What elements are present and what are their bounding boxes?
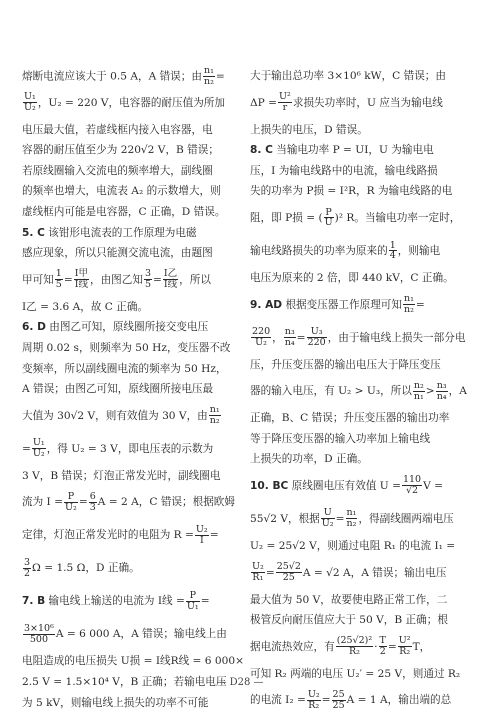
text-line: 电阻造成的电压损失 U损 = I线R线 = 6 000× bbox=[22, 655, 245, 668]
text-line: 据电流热效应，有 $\frac{\text{(25√2)²}}{\text{R₂}}$ · $\frac{T}{2}$ = $\frac{\text{U²}}{\text{R₂}}$ T， bbox=[250, 635, 431, 658]
text-line: 容器的耐压值至少为 220√2 V，B 错误； bbox=[22, 144, 219, 157]
text-line: U₂ = 25√2 V，则通过电阻 R₁ 的电流 I₁ = bbox=[250, 539, 456, 552]
text-line: I乙 = 3.6 A，故 C 正确。 bbox=[22, 300, 149, 313]
text-line: 55√2 V，根据 $\frac{U}{\text{U₂}}$ = $\frac{\text{n₁}}{\text{n₂}}$ ，得副线圈两端电压 bbox=[250, 507, 454, 530]
right-column bbox=[250, 66, 465, 717]
text-line: 定律，灯泡正常发光时的电阻为 R = $\frac{\text{U₂}}{I}$ = bbox=[22, 523, 219, 546]
text-line: $\frac{\text{U₂}}{\text{R₁}}$ = $\frac{25√2}{25}$ A = √2 A，A 错误；输出电压 bbox=[252, 561, 447, 584]
text-line: $\frac{220}{\text{U₂}}$ ， $\frac{\text{n₃}}{\text{n₄}}$ = $\frac{\text{U₃}}{220}$ ，由于输电线上损失一部分电 bbox=[252, 326, 466, 349]
text-line: = $\frac{\text{U₁}}{\text{U₂}}$ ，得 U₂ = 3 V，即电压表的示数为 bbox=[22, 437, 214, 460]
text-line: 最大值为 50 V，故要使电路正常工作，二 bbox=[250, 593, 448, 606]
text-line: A 错误；由图乙可知，原线圈所接电压最 bbox=[22, 383, 214, 396]
text-line: 大于输出总功率 3×10⁶ kW，C 错误；由 bbox=[250, 70, 446, 82]
text-line: 2.5 V = 1.5×10⁴ V，B 正确；若输电电压 bbox=[22, 675, 227, 688]
text-line: $\frac{\text{3×10⁶}}{500}$ A = 6 000 A，A 错误；输电线上由 bbox=[24, 622, 227, 645]
text-line: 上损失的电压，D 错误。 bbox=[250, 123, 368, 136]
text-line: 阻，即 P损 = ( $\frac{P}{U}$ )² R。当输电功率一定时， bbox=[250, 206, 461, 229]
text-line: 的频率也增大，电流表 A₂ 的示数增大，则 bbox=[22, 185, 221, 198]
text-line: 6. D 由图乙可知，原线圈所接交变电压 bbox=[22, 321, 209, 334]
text-line: ΔP = $\frac{\text{U²}}{r}$ 求损失功率时，U 应当为输电线 bbox=[250, 91, 443, 114]
text-line: 的电流 I₂ = $\frac{\text{U₂}}{\text{R₂}}$ = $\frac{25}{25}$ A = 1 A，输出端的总 bbox=[250, 688, 452, 711]
text-line: 虚线框内可能是电容器，C 正确，D 错误。 bbox=[22, 205, 226, 218]
text-line: 3 V，B 错误；灯泡正常发光时，副线圈电 bbox=[22, 469, 221, 482]
text-line: 失的功率为 P损 = I²R，R 为输电线路的电 bbox=[250, 185, 453, 198]
text-line: 电压最大值，若虚线框内接入电容器，电 bbox=[22, 123, 213, 136]
text-line: 电压为原来的 2 倍，即 440 kV，C 正确。 bbox=[250, 271, 454, 284]
text-line: 可知 R₂ 两端的电压 U₂′ = 25 V，则通过 R₂ bbox=[250, 667, 461, 680]
text-line: 8. C 当输电功率 P = UI，U 为输电电 bbox=[250, 144, 434, 157]
text-line: $\frac{3}{2}$ Ω = 1.5 Ω，D 正确。 bbox=[24, 556, 140, 579]
text-line: 大值为 30√2 V，则有效值为 30 V，由 $\frac{\text{n₁}}{\text{n₂}}$ bbox=[22, 404, 220, 427]
text-line: 上损失的功率，D 正确。 bbox=[250, 453, 368, 466]
text-line: 正确，B、C 错误；升压变压器的输出功率 bbox=[250, 412, 450, 425]
text-line: 甲可知 $\frac{1}{5}$ = $\frac{\text{I甲}}{\text{I线}}$ ，由图乙知 $\frac{3}{5}$ = $\frac{\text{I乙}}{\text{I线}}$ ，所以 bbox=[22, 268, 211, 291]
text-line: 变频率，所以副线圈电流的频率为 50 Hz， bbox=[22, 362, 227, 375]
text-line: 流为 I = $\frac{P}{\text{U₂}}$ = $\frac{6}{3}$ A = 2 A，C 错误；根据欧姆 bbox=[22, 490, 235, 513]
text-line: 熔断电流应该大于 0.5 A，A 错误；由 $\frac{\text{n₁}}{\text{n₂}}$ = bbox=[22, 65, 225, 87]
text-line: 压，升压变压器的输出电压大于降压变压 bbox=[250, 358, 441, 371]
text-line: 9. AD 根据变压器工作原理可知 $\frac{\text{n₁}}{\text{n₂}}$ = bbox=[250, 293, 425, 316]
text-line: 器的输入电压，有 U₂ > U₃，所以 $\frac{\text{n₂}}{\text{n₁}}$ > $\frac{\text{n₃}}{\text{n₄}}$ ，A bbox=[250, 379, 467, 402]
text-line: 输电线路损失的功率为原来的 $\frac{1}{4}$ ，则输电 bbox=[250, 239, 441, 262]
text-line: $\frac{\text{U₁}}{\text{U₂}}$ ，U₂ = 220 V，电容器的耐压值为所加 bbox=[24, 91, 225, 114]
text-line: 周期 0.02 s，则频率为 50 Hz，变压器不改 bbox=[22, 341, 231, 354]
text-line: 若原线圈输入交流电的频率增大，副线圈 bbox=[22, 164, 213, 177]
page-number: — D28 — bbox=[216, 677, 264, 688]
text-line: 压，I 为输电线路中的电流，输电线路损 bbox=[250, 164, 438, 177]
text-line: 等于降压变压器的输入功率加上输电线 bbox=[250, 432, 431, 445]
text-line: 10. BC 原线圈电压有效值 U = $\frac{110}{√2}$ V = bbox=[250, 474, 444, 497]
text-line: 极管反向耐压值应大于 50 V，B 正确；根 bbox=[250, 614, 448, 627]
text-line: 感应现象，所以只能测交流电流，由题图 bbox=[22, 247, 213, 260]
text-line: 7. B 输电线上输送的电流为 I线 = $\frac{P}{\text{U₁}}$ = bbox=[22, 589, 210, 612]
text-line: 5. C 该钳形电流表的工作原理为电磁 bbox=[22, 226, 197, 239]
text-line: 为 5 kV，则输电线上损失的功率不可能 bbox=[22, 696, 209, 709]
